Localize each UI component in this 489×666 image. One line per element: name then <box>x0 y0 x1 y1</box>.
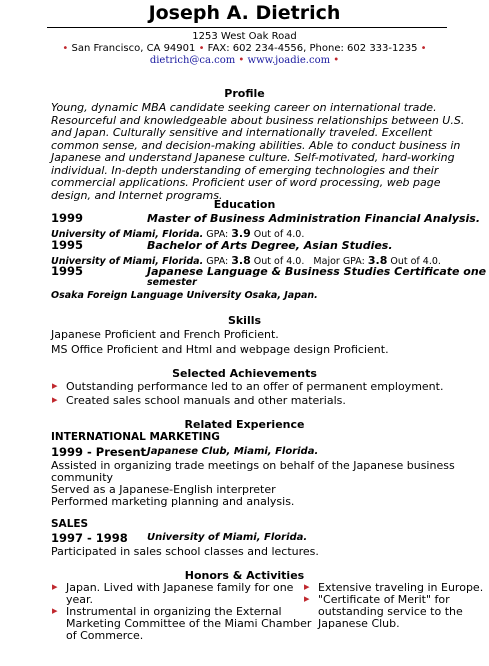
dot-bullet-icon: • <box>420 43 427 54</box>
links-line <box>0 55 489 66</box>
header-divider <box>47 27 447 28</box>
edu-year: 1999 <box>51 211 84 225</box>
street-address: 1253 West Oak Road <box>192 31 297 42</box>
job-org: Japanese Club, Miami, Florida. <box>147 446 319 457</box>
education-heading: Education <box>213 198 276 211</box>
gpa-value: 3.9 <box>231 227 251 240</box>
job-org: University of Miami, Florida. <box>147 532 308 543</box>
skills-heading: Skills <box>227 314 262 327</box>
job-title: INTERNATIONAL MARKETING <box>51 431 220 443</box>
phone: Phone: 602 333-1235 <box>309 43 418 54</box>
honor-item-cont: year. <box>66 593 94 606</box>
school-name: University of Miami, Florida. <box>51 256 204 267</box>
honor-item: Extensive traveling in Europe. <box>318 581 484 594</box>
job-line: Served as a Japanese-English interpreter <box>51 483 276 496</box>
triangle-bullet-icon: ▸ <box>52 379 58 392</box>
gpa-value: 3.8 <box>231 254 251 267</box>
honors-heading: Honors & Activities <box>184 569 305 582</box>
triangle-bullet-icon: ▸ <box>52 580 58 593</box>
job-title: SALES <box>51 518 89 530</box>
school-name: University of Miami, Florida. <box>51 229 204 240</box>
edu-degree-cont: semester <box>147 277 197 288</box>
website-link[interactable]: www.joadie.com <box>247 55 331 66</box>
triangle-bullet-icon: ▸ <box>52 604 58 617</box>
profile-heading: Profile <box>224 87 265 100</box>
major-gpa-value: 3.8 <box>367 254 388 267</box>
honor-item-cont: Marketing Committee of the Miami Chamber <box>66 617 312 630</box>
honor-item: Japan. Lived with Japanese family for one <box>66 581 294 594</box>
gpa-label: GPA: <box>206 256 232 267</box>
triangle-bullet-icon: ▸ <box>304 580 310 593</box>
honor-item: Instrumental in organizing the External <box>66 605 282 618</box>
job-line: Participated in sales school classes and lectures. <box>51 545 319 558</box>
honor-item-cont: of Commerce. <box>66 629 144 642</box>
gpa-scale: Out of 4.0. <box>250 256 305 267</box>
city: San Francisco, CA 94901 <box>71 43 196 54</box>
gpa-label: GPA: <box>206 229 232 240</box>
skill-item: MS Office Proficient and Html and webpage design Proficient. <box>51 343 389 356</box>
edu-school <box>51 290 318 301</box>
edu-degree: Japanese Language & Business Studies Certificate one <box>147 265 487 278</box>
triangle-bullet-icon: ▸ <box>52 393 58 406</box>
profile-text: Young, dynamic MBA candidate seeking career on international trade. Resourceful and knowledgeable about business relationships between U.S. and Japan. Culturally sensitive and internationally traveled. Excellent common sense, and decision-making abilities. Able to conduct business in Japanese and understand Japanese culture. Self-motivated, hard-working individual. In-depth understanding of emerging technologies and their commercial applications. Proficient user of word processing, web page design, and Internet programs. <box>51 101 465 202</box>
honor-item-cont: Japanese Club. <box>318 617 400 630</box>
contact-line <box>0 43 489 54</box>
skill-item: Japanese Proficient and French Proficient. <box>51 328 279 341</box>
gpa-scale: Out of 4.0. <box>250 229 305 240</box>
job-line: Assisted in organizing trade meetings on behalf of the Japanese business <box>51 459 455 472</box>
dot-bullet-icon: • <box>198 43 205 54</box>
job-line: community <box>51 471 114 484</box>
honor-item: "Certificate of Merit" for <box>318 593 450 606</box>
edu-degree: Master of Business Administration Financial Analysis. <box>147 212 481 225</box>
dot-bullet-icon: • <box>333 55 340 66</box>
major-gpa-label: Major GPA: <box>313 256 368 267</box>
achievement-item: Created sales school manuals and other materials. <box>66 394 346 407</box>
job-dates: 1997 - 1998 <box>51 531 128 545</box>
job-dates: 1999 - Present <box>51 445 147 459</box>
triangle-bullet-icon: ▸ <box>304 592 310 605</box>
dot-bullet-icon: • <box>62 43 69 54</box>
resume-name: Joseph A. Dietrich <box>148 2 341 24</box>
edu-year: 1995 <box>51 264 84 278</box>
experience-heading: Related Experience <box>184 418 305 431</box>
achievement-item: Outstanding performance led to an offer of permanent employment. <box>66 380 444 393</box>
achievements-heading: Selected Achievements <box>172 367 317 380</box>
email-link[interactable]: dietrich@ca.com <box>149 55 236 66</box>
edu-year: 1995 <box>51 238 84 252</box>
edu-degree: Bachelor of Arts Degree, Asian Studies. <box>147 239 393 252</box>
major-gpa-scale: Out of 4.0. <box>387 256 441 267</box>
school-name: Osaka Foreign Language University Osaka, Japan. <box>51 290 318 301</box>
dot-bullet-icon: • <box>238 55 245 66</box>
honor-item-cont: outstanding service to the <box>318 605 463 618</box>
job-line: Performed marketing planning and analysis. <box>51 495 295 508</box>
fax: FAX: 602 234-4556, <box>207 43 307 54</box>
